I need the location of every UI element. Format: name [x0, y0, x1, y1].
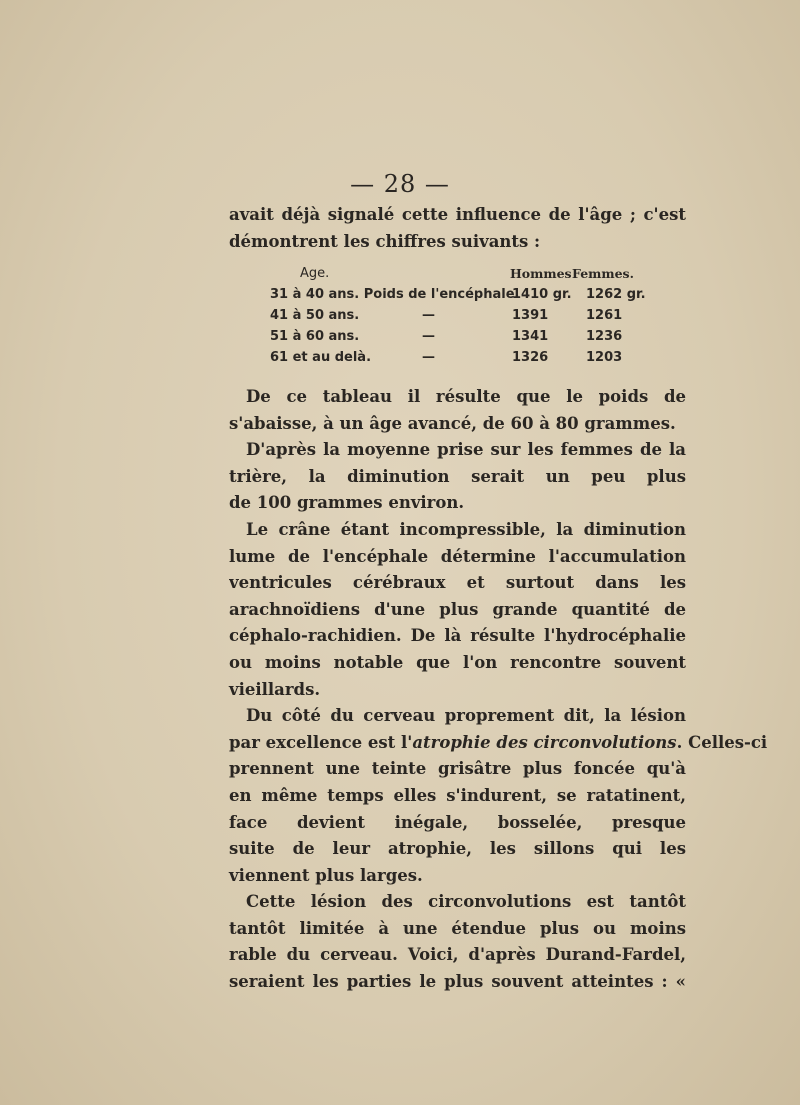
text-line: démontrent les chiffres suivants : — [229, 231, 541, 251]
text-line: Du côté du cerveau proprement dit, la lésion — [246, 706, 686, 726]
header-hommes: Hommes — [510, 266, 572, 281]
text-line: vieillards. — [229, 679, 321, 699]
text-line: céphalo-rachidien. De là résulte l'hydrocéphalie — [229, 626, 686, 646]
text-line: en même temps elles s'indurent, se ratatinent, — [229, 785, 686, 805]
cell-hommes: 1391 — [512, 308, 549, 323]
page-number: — 28 — — [350, 170, 450, 198]
text-line: lume de l'encéphale détermine l'accumulation — [229, 546, 686, 566]
cell-ditto: — — [422, 308, 435, 323]
text-fragment: . Celles-ci — [676, 732, 768, 752]
text-line: seraient les parties le plus souvent atteintes : « — [229, 972, 686, 992]
intro-paragraph — [229, 202, 686, 255]
text-line: suite de leur atrophie, les sillons qui les — [229, 839, 686, 859]
text-line — [229, 730, 768, 757]
text-line: s'abaisse, à un âge avancé, de 60 à 80 grammes. — [229, 413, 676, 433]
cell-femmes: 1203 — [586, 350, 623, 365]
text-fragment: l' — [401, 732, 413, 752]
text-line: prennent une teinte grisâtre plus foncée qu'à — [229, 759, 686, 779]
text-line: D'après la moyenne prise sur les femmes de la — [246, 440, 686, 460]
text-line: viennent plus larges. — [229, 865, 423, 885]
brain-weight-table — [270, 263, 670, 368]
text-line: avait déjà signalé cette influence de l'âge ; c'est — [229, 205, 686, 224]
text-line: Le crâne étant incompressible, la diminution — [246, 519, 686, 539]
text-line: de 100 grammes environ. — [229, 493, 465, 513]
text-line: trière, la diminution serait un peu plus — [229, 466, 686, 486]
cell-femmes: 1262 gr. — [586, 287, 646, 302]
cell-femmes: 1236 — [586, 329, 623, 344]
table-row — [270, 326, 670, 347]
cell-hommes: 1341 — [512, 329, 549, 344]
table-row — [270, 347, 670, 368]
text-fragment: par excellence est — [229, 732, 402, 752]
cell-ditto: — — [422, 329, 435, 344]
header-femmes: Femmes. — [572, 266, 634, 281]
table-header-row — [270, 263, 670, 284]
cell-ditto: — — [422, 350, 435, 365]
cell-hommes: 1326 — [512, 350, 549, 365]
body-text — [229, 384, 768, 996]
table-row — [270, 284, 670, 305]
text-fragment — [229, 730, 767, 757]
italic-term: atrophie des circonvolutions — [412, 732, 677, 752]
cell-age: 41 à 50 ans. — [270, 308, 360, 323]
cell-age: 31 à 40 ans. Poids de l'encéphale. — [270, 287, 520, 302]
text-line: De ce tableau il résulte que le poids de — [246, 387, 686, 406]
text-line: arachnoïdiens d'une plus grande quantité de — [229, 599, 686, 619]
text-line: ou moins notable que l'on rencontre souvent — [229, 652, 686, 672]
text-line: face devient inégale, bosselée, presque — [229, 812, 686, 832]
cell-age: 51 à 60 ans. — [270, 329, 360, 344]
cell-age: 61 et au delà. — [270, 350, 372, 365]
header-age: Age. — [300, 266, 330, 281]
cell-femmes: 1261 — [586, 308, 623, 323]
table-row — [270, 305, 670, 326]
cell-hommes: 1410 gr. — [512, 287, 572, 302]
text-line: rable du cerveau. Voici, d'après Durand-Fardel, — [229, 945, 686, 965]
text-line: tantôt limitée à une étendue plus ou moins — [229, 918, 686, 938]
text-line: ventricules cérébraux et surtout dans les — [229, 573, 686, 593]
text-line: Cette lésion des circonvolutions est tantôt — [246, 892, 686, 912]
